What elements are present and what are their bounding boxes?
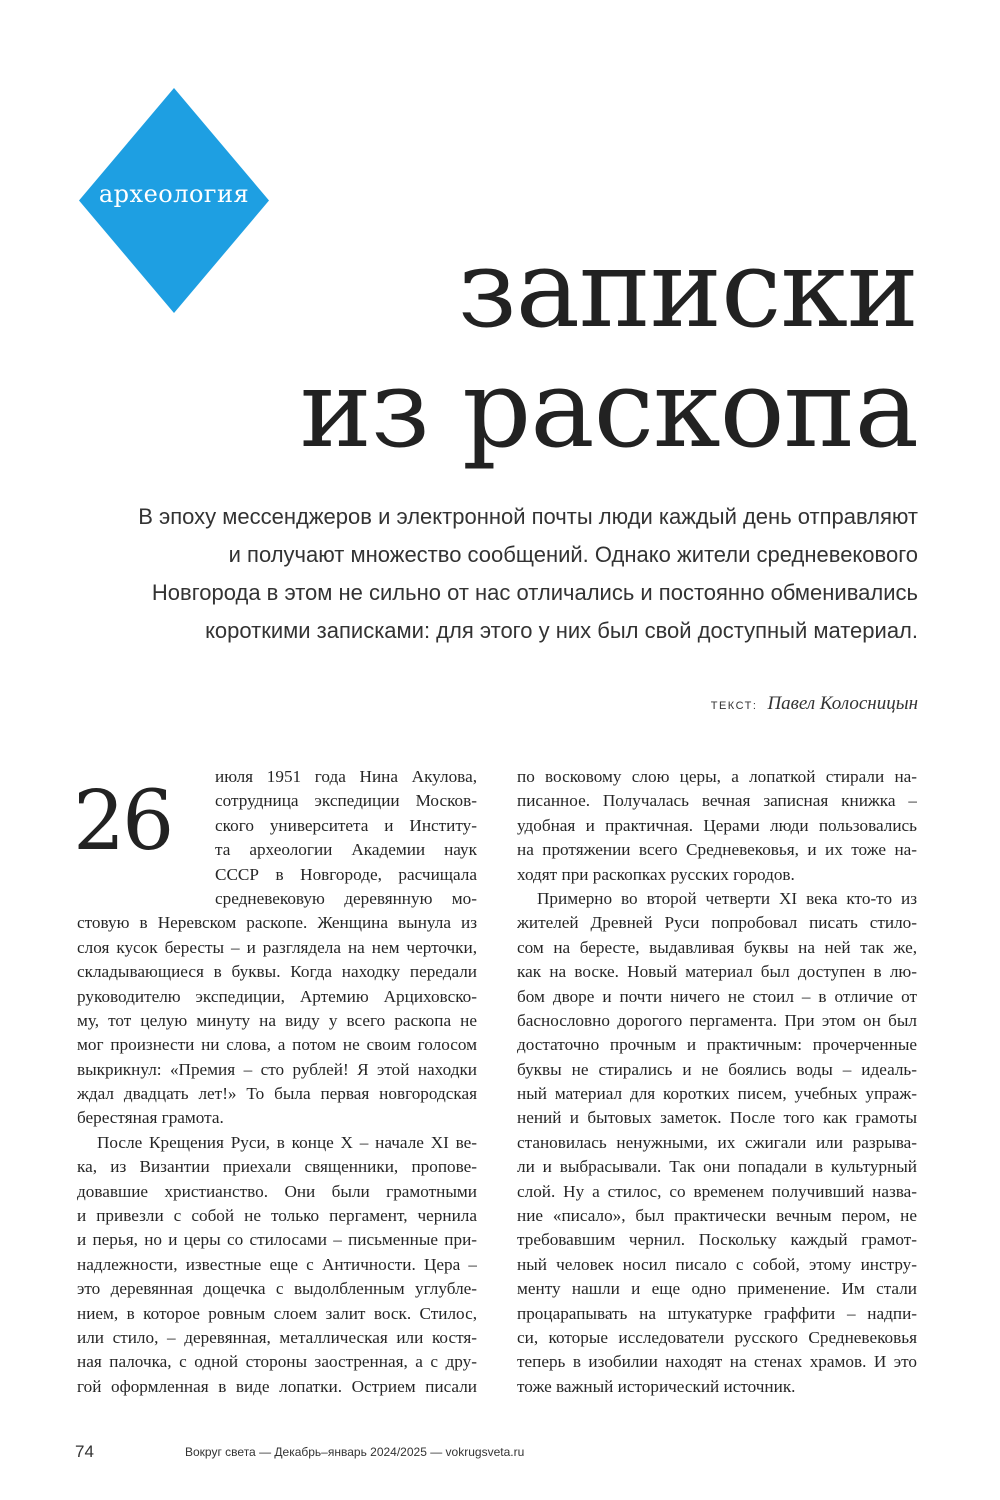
article-column-right bbox=[517, 765, 917, 1399]
title-line: из раскопа bbox=[299, 347, 918, 472]
text-line: выкрикнул: «Премия – сто рублей! Я этой находки bbox=[77, 1059, 477, 1079]
article-title bbox=[299, 227, 918, 472]
text-line: ждал двадцать лет!» То была первая новгородская bbox=[77, 1084, 477, 1104]
text-line: ние «писало», был практически вечным пером, не bbox=[517, 1206, 917, 1226]
text-line: становилась ненужными, их сжигали или разрыва- bbox=[517, 1132, 917, 1152]
text-line: требовавшим чернил. Поскольку каждый грамот- bbox=[517, 1230, 917, 1250]
text-line: это деревянная дощечка с выдолбленным углубле- bbox=[77, 1279, 477, 1299]
text-line: ка, из Византии приехали священники, пропове- bbox=[77, 1157, 477, 1177]
text-line: складывающиеся в буквы. Когда находку передали bbox=[77, 962, 477, 982]
text-line: си, которые исследователи русского Средневековья bbox=[517, 1327, 917, 1347]
text-line: сом на бересте, выдавливая буквы на ней так же, bbox=[517, 937, 917, 957]
text-line: июля 1951 года Нина Акулова, bbox=[215, 767, 477, 786]
text-line: Примерно во второй четверти XI века кто-то из bbox=[537, 888, 917, 908]
article-column-left bbox=[77, 765, 477, 1399]
text-line: на протяжении всего Средневековья, и их тоже на- bbox=[517, 840, 917, 860]
text-line: средневековую деревянную мо- bbox=[215, 888, 477, 908]
lead-paragraph bbox=[70, 498, 918, 650]
text-line: баснословно дорогого пергамента. При этом он был bbox=[517, 1010, 917, 1030]
text-line: тоже важный исторический источник. bbox=[517, 1376, 796, 1396]
text-line: та археологии Академии наук bbox=[215, 840, 477, 860]
text-line: ли и выбрасывали. Так они попадали в культурный bbox=[517, 1157, 917, 1177]
text-line: как на воске. Новый материал был доступен в лю- bbox=[517, 962, 917, 982]
text-line: довавшие христианство. Они были грамотными bbox=[77, 1181, 477, 1201]
text-line: или стило, – деревянная, металлическая или костя- bbox=[77, 1327, 477, 1347]
drop-cap: 26 bbox=[73, 774, 172, 869]
lead-line: Новгорода в этом не сильно от нас отличались и постоянно обменивались bbox=[151, 580, 918, 605]
text-line: достаточно прочным и практичным: прочерченные bbox=[517, 1035, 917, 1055]
text-line: нений и бытовых заметок. После того как грамоты bbox=[517, 1108, 917, 1128]
text-line: берестяная грамота. bbox=[77, 1108, 224, 1128]
text-line: и привезли с собой не только пергамент, чернила bbox=[77, 1206, 477, 1226]
section-label: археология bbox=[98, 180, 250, 208]
page-number: 74 bbox=[75, 1442, 94, 1461]
byline-label: ТЕКСТ: bbox=[710, 700, 758, 712]
text-line: ходят при раскопках русских городов. bbox=[517, 864, 795, 884]
text-line: нием, в которое ровным слоем залит воск. Стилос, bbox=[77, 1303, 477, 1323]
lead-line: В эпоху мессенджеров и электронной почты люди каждый день отправляют bbox=[138, 504, 918, 529]
lead-line: и получают множество сообщений. Однако жители средневекового bbox=[228, 542, 918, 567]
text-line: процарапывать на штукатурке граффити – надпи- bbox=[517, 1303, 917, 1323]
text-line: руководителю экспедиции, Артемию Арциховско- bbox=[77, 986, 477, 1006]
text-line: писанное. Получалась вечная записная книжка – bbox=[517, 791, 917, 811]
text-line: стовую в Неревском раскопе. Женщина вынула из bbox=[77, 913, 477, 933]
text-line: теперь в изобилии находят на стенах храмов. И это bbox=[517, 1352, 917, 1372]
text-line: мог произнести ни слова, а потом не своим голосом bbox=[77, 1035, 477, 1055]
text-line: надлежности, известные еще с Античности. Цера – bbox=[77, 1254, 477, 1274]
text-line: менту нашли и еще одно применение. Им стали bbox=[517, 1279, 917, 1299]
text-line: После Крещения Руси, в конце X – начале XI ве- bbox=[97, 1132, 477, 1152]
text-line: ный материал для коротких писем, учебных упраж- bbox=[517, 1084, 917, 1104]
text-line: бом дворе и почти ничего не стоил – в отличие от bbox=[517, 986, 917, 1006]
text-line: ный человек носил писало с собой, этому инстру- bbox=[517, 1254, 917, 1274]
text-line: гой оформленная в виде лопатки. Острием писали bbox=[77, 1376, 477, 1396]
byline bbox=[711, 693, 918, 715]
text-line: слой. Ну а стилос, со временем получивший назва- bbox=[517, 1181, 917, 1201]
text-line: сотрудница экспедиции Москов- bbox=[215, 791, 477, 811]
text-line: му, тот целую минуту на виду у всего раскопа не bbox=[77, 1010, 477, 1030]
text-line: ского университета и Институ- bbox=[215, 815, 477, 835]
byline-author: Павел Колосницын bbox=[767, 693, 918, 714]
text-line: удобная и практичная. Церами люди пользовались bbox=[517, 815, 917, 835]
text-line: буквы не стирались и не боялись воды – идеаль- bbox=[517, 1059, 917, 1079]
text-line: ная палочка, с одной стороны заостренная, а с дру- bbox=[77, 1352, 477, 1372]
text-line: и перья, но и церы со стилосами – письменные при- bbox=[77, 1230, 477, 1250]
text-line: слоя кусок бересты – и разглядела на нем черточки, bbox=[77, 937, 477, 957]
text-line: жителей Древней Руси попробовал писать стило- bbox=[517, 913, 917, 933]
footer-info: Вокруг света — Декабрь–январь 2024/2025 — vokrugsveta.ru bbox=[185, 1445, 525, 1459]
text-line: по восковому слою церы, а лопаткой стирали на- bbox=[517, 767, 917, 786]
text-line: СССР в Новгороде, расчищала bbox=[215, 864, 477, 884]
title-line: записки bbox=[457, 227, 918, 352]
lead-line: короткими записками: для этого у них был свой доступный материал. bbox=[205, 618, 918, 643]
